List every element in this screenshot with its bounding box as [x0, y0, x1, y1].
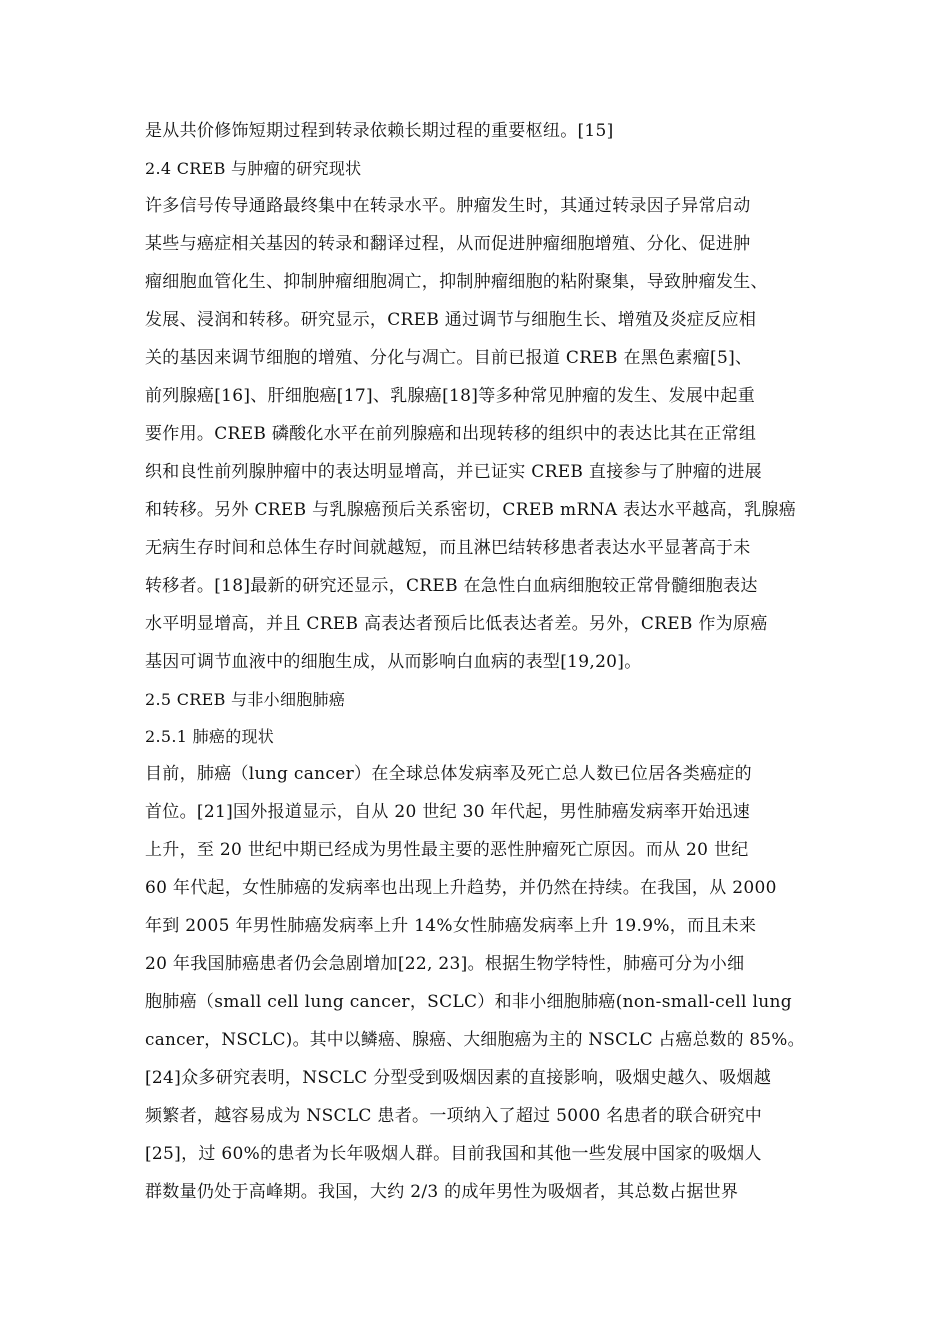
paragraph-line: 转移者。[18]最新的研究还显示，CREB 在急性白血病细胞较正常骨髓细胞表达 — [145, 576, 758, 596]
paragraph-line: 某些与癌症相关基因的转录和翻译过程，从而促进肿瘤细胞增殖、分化、促进肿 — [145, 234, 751, 254]
paragraph-line: [24]众多研究表明，NSCLC 分型受到吸烟因素的直接影响，吸烟史越久、吸烟越 — [145, 1068, 772, 1088]
paragraph-line: 要作用。CREB 磷酸化水平在前列腺癌和出现转移的组织中的表达比其在正常组 — [145, 424, 757, 444]
paragraph-line: cancer，NSCLC)。其中以鳞癌、腺癌、大细胞癌为主的 NSCLC 占癌总数的 85%。 — [145, 1030, 805, 1050]
paragraph-line: [25]，过 60%的患者为长年吸烟人群。目前我国和其他一些发展中国家的吸烟人 — [145, 1144, 762, 1164]
paragraph-line: 60 年代起，女性肺癌的发病率也出现上升趋势，并仍然在持续。在我国，从 2000 — [145, 878, 777, 898]
section-heading-2-4: 2.4 CREB 与肿瘤的研究现状 — [145, 159, 362, 178]
paragraph-line: 群数量仍处于高峰期。我国，大约 2/3 的成年男性为吸烟者，其总数占据世界 — [145, 1182, 739, 1202]
paragraph-line: 水平明显增高，并且 CREB 高表达者预后比低表达者差。另外，CREB 作为原癌 — [145, 614, 768, 634]
paragraph-line: 许多信号传导通路最终集中在转录水平。肿瘤发生时，其通过转录因子异常启动 — [145, 196, 751, 216]
paragraph-line: 发展、浸润和转移。研究显示，CREB 通过调节与细胞生长、增殖及炎症反应相 — [145, 310, 757, 330]
paragraph-line: 无病生存时间和总体生存时间就越短，而且淋巴结转移患者表达水平显著高于未 — [145, 538, 751, 558]
paragraph-line: 关的基因来调节细胞的增殖、分化与凋亡。目前已报道 CREB 在黑色素瘤[5]、 — [145, 348, 753, 368]
paragraph-line: 频繁者，越容易成为 NSCLC 患者。一项纳入了超过 5000 名患者的联合研究中 — [145, 1106, 763, 1126]
paragraph-line: 是从共价修饰短期过程到转录依赖长期过程的重要枢纽。[15] — [145, 121, 614, 141]
paragraph-line: 年到 2005 年男性肺癌发病率上升 14%女性肺癌发病率上升 19.9%，而且未来 — [145, 916, 757, 936]
paragraph-line: 和转移。另外 CREB 与乳腺癌预后关系密切，CREB mRNA 表达水平越高，乳腺癌 — [145, 500, 797, 520]
paragraph-line: 首位。[21]国外报道显示，自从 20 世纪 30 年代起，男性肺癌发病率开始迅速 — [145, 802, 751, 822]
paragraph-line: 目前，肺癌（lung cancer）在全球总体发病率及死亡总人数已位居各类癌症的 — [145, 764, 752, 784]
paragraph-line: 基因可调节血液中的细胞生成，从而影响白血病的表型[19,20]。 — [145, 652, 642, 672]
section-heading-2-5: 2.5 CREB 与非小细胞肺癌 — [145, 690, 346, 709]
paragraph-line: 前列腺癌[16]、肝细胞癌[17]、乳腺癌[18]等多种常见肿瘤的发生、发展中起重 — [145, 386, 755, 406]
paragraph-line: 织和良性前列腺肿瘤中的表达明显增高，并已证实 CREB 直接参与了肿瘤的进展 — [145, 462, 762, 482]
subsection-heading-2-5-1: 2.5.1 肺癌的现状 — [145, 727, 275, 746]
paragraph-line: 20 年我国肺癌患者仍会急剧增加[22, 23]。根据生物学特性，肺癌可分为小细 — [145, 954, 745, 974]
paragraph-line: 胞肺癌（small cell lung cancer，SCLC）和非小细胞肺癌(non-small-cell lung — [145, 992, 792, 1012]
paragraph-line: 上升，至 20 世纪中期已经成为男性最主要的恶性肿瘤死亡原因。而从 20 世纪 — [145, 840, 749, 860]
paragraph-line: 瘤细胞血管化生、抑制肿瘤细胞凋亡，抑制肿瘤细胞的粘附聚集，导致肿瘤发生、 — [145, 272, 768, 292]
